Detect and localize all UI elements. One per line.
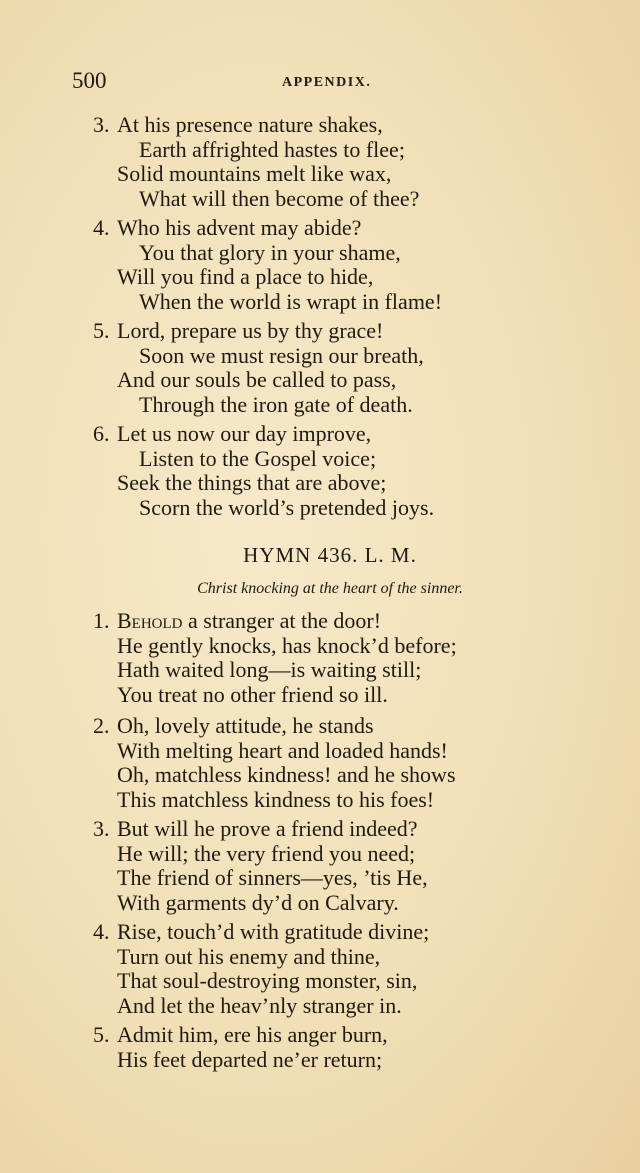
prev-hymn-stanza-5 — [93, 319, 523, 417]
stanza-number: 5. — [93, 1022, 110, 1047]
verse-line: Soon we must resign our breath, — [139, 342, 424, 368]
verse-line: You that glory in your shame, — [139, 239, 401, 265]
verse-line: That soul-destroying monster, sin, — [117, 968, 418, 994]
verse-line: 5. Lord, prepare us by thy grace! — [93, 318, 384, 343]
verse-line: You treat no other friend so ill. — [117, 681, 388, 707]
prev-hymn-stanza-4 — [93, 216, 523, 314]
prev-hymn-stanza-6 — [93, 422, 523, 520]
running-head: APPENDIX. — [282, 75, 372, 90]
page-header — [72, 68, 512, 98]
verse-line: Turn out his enemy and thine, — [117, 943, 381, 969]
verse-line: Scorn the world’s pretended joys. — [139, 494, 435, 520]
verse-line: 3. But will he prove a friend indeed? — [93, 816, 418, 841]
verse-line: He gently knocks, has knock’d before; — [117, 632, 457, 658]
verse-line: 4. Who his advent may abide? — [93, 215, 362, 240]
verse-line: And let the heav’nly stranger in. — [117, 992, 402, 1018]
verse-line: The friend of sinners—yes, ’tis He, — [117, 865, 428, 891]
verse-line: Earth affrighted hastes to flee; — [139, 136, 405, 162]
stanza-number: 4. — [93, 215, 110, 240]
verse-line: He will; the very friend you need; — [117, 840, 416, 866]
hymn-subtitle: Christ knocking at the heart of the sinner. — [197, 580, 463, 597]
verse-line: With garments dy’d on Calvary. — [117, 889, 399, 915]
verse-line: 3. At his presence nature shakes, — [93, 112, 383, 137]
verse-line: When the world is wrapt in flame! — [139, 288, 443, 314]
hymn-stanza-3 — [93, 817, 523, 915]
hymn-title: HYMN 436. L. M. — [243, 543, 417, 567]
verse-line: 5. Admit him, ere his anger burn, — [93, 1022, 388, 1047]
verse-line: His feet departed ne’er return; — [117, 1046, 383, 1072]
stanza-number: 5. — [93, 318, 110, 343]
verse-line: And our souls be called to pass, — [117, 367, 397, 393]
stanza-number: 4. — [93, 919, 110, 944]
verse-line: 6. Let us now our day improve, — [93, 421, 372, 446]
verse-line: 4. Rise, touch’d with gratitude divine; — [93, 919, 430, 944]
verse-line: Listen to the Gospel voice; — [139, 445, 377, 471]
verse-line: 2. Oh, lovely attitude, he stands — [93, 713, 374, 738]
hymn-stanza-4 — [93, 920, 523, 1018]
hymn-stanza-1 — [93, 609, 523, 707]
verse-line: Seek the things that are above; — [117, 470, 387, 496]
hymn-stanza-5 — [93, 1023, 523, 1072]
drop-word: Behold — [117, 608, 183, 633]
verse-line: Oh, matchless kindness! and he shows — [117, 762, 456, 788]
verse-line: Solid mountains melt like wax, — [117, 161, 392, 187]
verse-line: Hath waited long—is waiting still; — [117, 657, 422, 683]
verse-line: Through the iron gate of death. — [139, 391, 413, 417]
hymn-stanza-2 — [93, 714, 523, 812]
prev-hymn-stanza-3 — [93, 113, 523, 211]
verse-line: What will then become of thee? — [139, 185, 420, 211]
stanza-number: 3. — [93, 112, 110, 137]
verse-line: Will you find a place to hide, — [117, 264, 374, 290]
verse-line: This matchless kindness to his foes! — [117, 786, 435, 812]
verse-line: With melting heart and loaded hands! — [117, 737, 448, 763]
stanza-number: 3. — [93, 816, 110, 841]
stanza-number: 1. — [93, 608, 110, 633]
stanza-number: 2. — [93, 713, 110, 738]
page-number: 500 — [72, 68, 107, 93]
verse-line: 1. Behold a stranger at the door! — [93, 608, 382, 633]
stanza-number: 6. — [93, 421, 110, 446]
